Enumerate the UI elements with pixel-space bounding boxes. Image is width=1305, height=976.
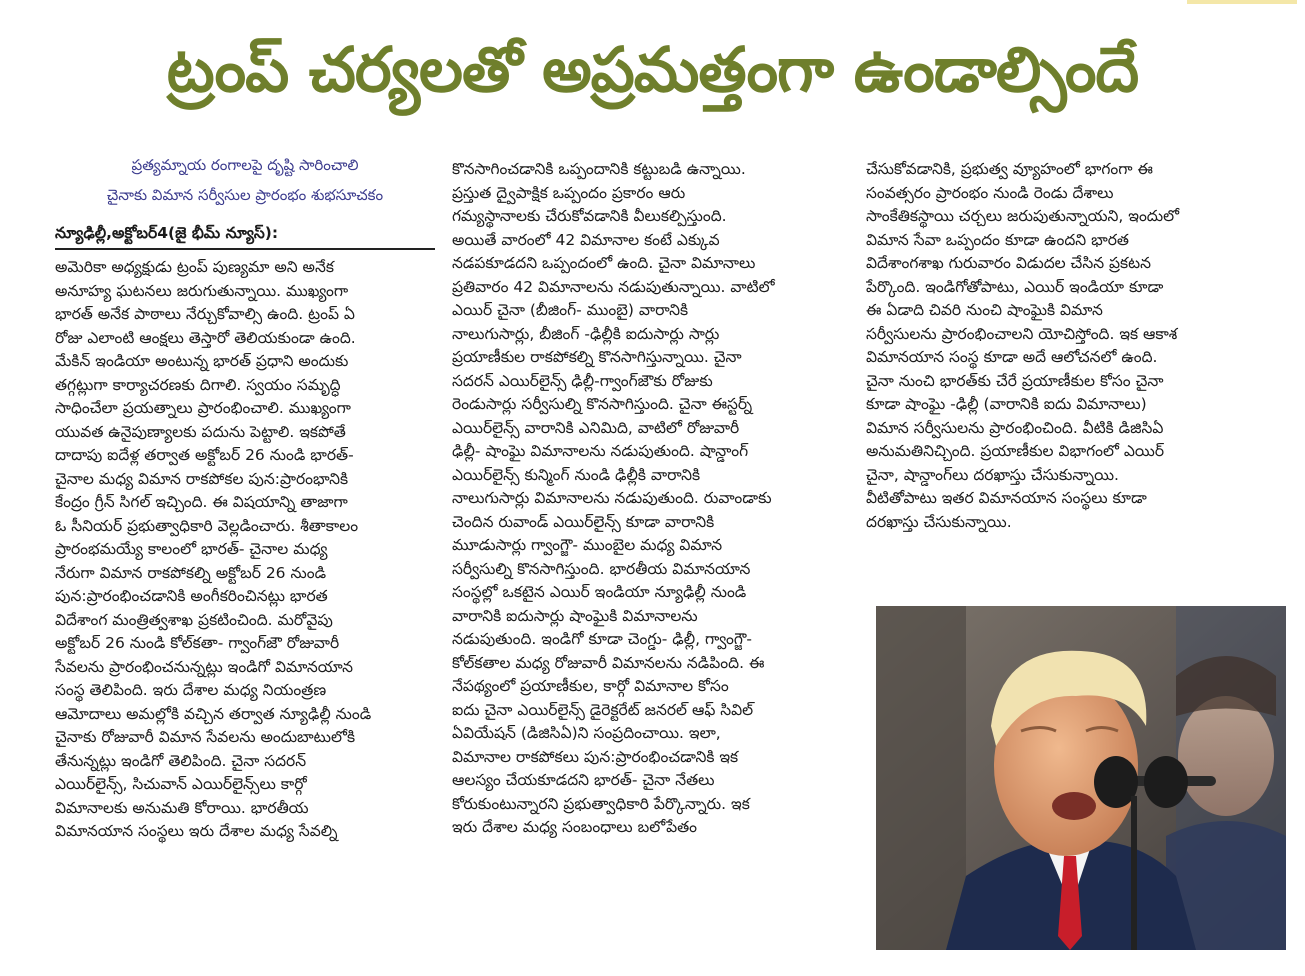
body-text-line: చేసుకోవడానికి, ప్రభుత్వ వ్యూహంలో భాగంగా ఈ — [866, 160, 1153, 178]
body-text-line: దరఖాస్తు చేసుకున్నాయి. — [866, 512, 1012, 531]
body-text-line: సాంకేతికస్థాయి చర్చలు జరుపుతున్నాయని, ఇందులో — [866, 207, 1180, 225]
body-text-line: సంవత్సరం ప్రారంభం నుండి రెండు దేశాలు — [866, 183, 1114, 202]
body-text-line: సదరన్ ఎయిర్‌లైన్స్ ఢిల్లీ-గ్వాంగ్‌జౌకు రోజుకు — [452, 371, 713, 390]
body-text-line: నేరుగా విమాన రాకపోకల్ని అక్టోబర్ 26 నుండి — [55, 563, 327, 582]
body-text-line: ఎయిర్‌లైన్స్, సిచువాన్ ఎయిర్‌లైన్స్‌లు కార్గో — [55, 775, 307, 793]
body-text-line: నేపథ్యంలో ప్రయాణీకుల, కార్గో విమానాల కోసం — [452, 677, 729, 695]
article-column-2 — [452, 158, 847, 840]
body-text-line: ఏవియేషన్ (డిజిసిఏ)ని సంప్రదించాయి. ఇలా, — [452, 724, 721, 742]
body-text-line: వారానికి ఐదుసార్లు షాంఘైకి విమానాలను — [452, 606, 698, 625]
body-text-line: చైనా, షాన్డాంగ్‌లు దరఖాస్తు చేసుకున్నాయి. — [866, 465, 1119, 484]
body-text-line: ఆమోదాలు అమల్లోకి వచ్చిన తర్వాత న్యూఢిల్లీ నుండి — [55, 704, 372, 723]
body-text-line: రెండుసార్లు సర్వీసుల్ని కొనసాగిస్తుంది. చైనా ఈస్టర్న్ — [452, 395, 753, 413]
body-text-line: మూడుసార్లు గ్వాంగ్జౌ- ముంబైల మధ్య విమాన — [452, 536, 723, 554]
body-text-line: అమెరికా అధ్యక్షుడు ట్రంప్ పుణ్యమా అని అనేక — [55, 258, 334, 276]
body-text-line: అక్టోబర్ 26 నుండి కోల్‌కతా- గ్వాంగ్‌జౌ రోజువారీ — [55, 634, 340, 652]
body-text-line: చెందిన రువాండ్ ఎయిర్‌లైన్స్ కూడా వారానికి — [452, 512, 715, 531]
body-text-line: తగ్గట్లుగా కార్యాచరణకు దిగాలి. స్వయం సమృద్ధి — [55, 375, 341, 394]
body-text-line: నడుపుతుంది. ఇండిగో కూడా చెంగ్డు- ఢిల్లీ, గ్వాంగ్జౌ- — [452, 630, 752, 648]
body-text-line: అనుమతినిచ్చింది. ప్రయాణీకుల విభాగంలో ఎయిర్ — [866, 442, 1165, 460]
body-text-line: ప్రస్తుత ద్వైపాక్షిక ఒప్పందం ప్రకారం ఆరు — [452, 183, 686, 202]
column-1-body — [55, 256, 435, 844]
body-text-line: యువత ఉనైపుణ్యాలకు పదును పెట్టాలి. ఇకపోతే — [55, 422, 346, 441]
body-text-line: సర్వీసుల్ని కొనసాగిస్తుంది. భారతీయ విమానయాన — [452, 559, 751, 578]
body-text-line: ఇరు దేశాల మధ్య సంబంధాలు బలోపేతం — [452, 818, 698, 836]
body-text-line: రోజు ఎలాంటి ఆంక్షలు తెస్తారో తెలియకుండా ఉంది. — [55, 328, 356, 347]
article-column-3 — [866, 158, 1286, 534]
body-text-line: విదేశాంగ మంత్రిత్వశాఖ ప్రకటించింది. మరోవైపు — [55, 610, 333, 629]
body-text-line: ప్రతివారం 42 విమానాలను నడుపుతున్నాయి. వాటిలో — [452, 277, 775, 296]
body-text-line: అనూహ్య ఘటనలు జరుగుతున్నాయి. ముఖ్యంగా — [55, 281, 349, 300]
body-text-line: కొనసాగించడానికి ఒప్పందానికి కట్టుబడి ఉన్నాయి. — [452, 160, 746, 178]
body-text-line: ఐదు చైనా ఎయిర్‌లైన్స్ డైరెక్టరేట్ జనరల్ ఆఫ్ సివిల్ — [452, 700, 754, 719]
body-text-line: ఎయిర్‌లైన్స్ వారానికి ఎనిమిది, వాటిలో రోజువారీ — [452, 418, 740, 437]
body-text-line: తేనున్నట్లు ఇండిగో తెలిపింది. చైనా సదరన్ — [55, 751, 307, 770]
body-text-line: ఢిల్లీ- షాంఘై విమానాలను నడుపుతుంది. షాన్డాంగ్ — [452, 442, 749, 460]
article-column-1 — [55, 150, 435, 844]
body-text-line: సంస్థ తెలిపింది. ఇరు దేశాల మధ్య నియంత్రణ — [55, 681, 327, 699]
body-text-line: విమానాలకు అనుమతి కోరాయి. భారతీయ — [55, 798, 309, 817]
body-text-line: విదేశాంగశాఖ గురువారం విడుదల చేసిన ప్రకటన — [866, 254, 1151, 272]
corner-decoration — [1187, 0, 1297, 4]
body-text-line: ప్రారంభమయ్యే కాలంలో భారత్- చైనాల మధ్య — [55, 540, 328, 558]
column-2-body — [452, 158, 847, 840]
body-text-line: విమాన సేవా ఒప్పందం కూడా ఉందని భారత — [866, 230, 1129, 249]
body-text-line: విమానయాన సంస్థ కూడా అదే ఆలోచనలో ఉంది. — [866, 348, 1158, 366]
body-text-line: భారత్ అనేక పాఠాలు నేర్చుకోవాల్సి ఉంది. ట్రంప్ ఏ — [55, 305, 355, 323]
body-text-line: సాధించేలా ప్రయత్నాలు ప్రారంభించాలి. ముఖ్యంగా — [55, 399, 351, 417]
body-text-line: సేవలను ప్రారంభించనున్నట్లు ఇండిగో విమానయాన — [55, 657, 354, 676]
body-text-line: కోరుకుంటున్నారని ప్రభుత్వాధికారి పేర్కొన్నారు. ఇక — [452, 794, 750, 813]
body-text-line: పున:ప్రారంభించడానికి అంగీకరించినట్లు భారత — [55, 587, 328, 605]
body-text-line: నడపకూడదని ఒప్పందంలో ఉంది. చైనా విమానాలు — [452, 254, 756, 272]
body-text-line: ఎయిర్ చైనా (బీజింగ్- ముంబై) వారానికి — [452, 301, 689, 319]
body-text-line: చైనా నుంచి భారత్‌కు చేరే ప్రయాణీకుల కోసం చైనా — [866, 371, 1164, 390]
body-text-line: ఆలస్యం చేయకూడదని భారత్- చైనా నేతలు — [452, 771, 715, 789]
body-text-line: నాలుగుసార్లు విమానాలను నడుపుతుంది. రువాండాకు — [452, 489, 772, 507]
body-text-line: నాలుగుసార్లు, బీజింగ్ -ఢిల్లీకి ఐదుసార్లు సార్లు — [452, 324, 720, 343]
photo-illustration — [876, 606, 1286, 950]
body-text-line: ఈ ఏడాది చివరి నుంచి షాంఘైకి విమాన — [866, 301, 1103, 319]
column-3-body — [866, 158, 1286, 534]
dateline: న్యూఢిల్లీ,అక్టోబర్4(జై భీమ్ న్యూస్): — [55, 220, 435, 250]
body-text-line: చైనాల మధ్య విమాన రాకపోకల పున:ప్రారంభానికి — [55, 469, 349, 488]
subheading-1: ప్రత్యమ్నాయ రంగాలపై దృష్టి సారించాలి — [131, 156, 359, 174]
body-text-line: సర్వీసులను ప్రారంభించాలని యోచిస్తోంది. ఇక ఆకాశ — [866, 324, 1178, 343]
body-text-line: విమానాల రాకపోకలు పున:ప్రారంభించడానికి ఇక — [452, 747, 739, 766]
article-headline: ట్రంప్ చర్యలతో అప్రమత్తంగా ఉండాల్సిందే — [166, 33, 1139, 106]
subheading-2: చైనాకు విమాన సర్వీసుల ప్రారంభం శుభసూచకం — [106, 186, 384, 204]
body-text-line: గమ్యస్థానాలకు చేరుకోవడానికి వీలుకల్పిస్తుంది. — [452, 207, 727, 225]
body-text-line: వీటితోపాటు ఇతర విమానయాన సంస్థలు కూడా — [866, 489, 1147, 507]
body-text-line: విమాన సర్వీసులను ప్రారంభించింది. వీటికి డిజిసిఏ — [866, 418, 1164, 437]
body-text-line: విమానయాన సంస్థలు ఇరు దేశాల మధ్య సేవల్ని — [55, 822, 338, 840]
body-text-line: కేంద్రం గ్రీన్ సిగల్ ఇచ్చింది. ఈ విషయాన్ని తాజాగా — [55, 493, 348, 511]
body-text-line: ప్రయాణీకుల రాకపోకల్ని కొనసాగిస్తున్నాయి. చైనా — [452, 348, 742, 366]
body-text-line: కూడా షాంఘై -ఢిల్లీ (వారానికి ఐదు విమానాలు) — [866, 395, 1147, 413]
body-text-line: దాదాపు ఐదేళ్ల తర్వాత అక్టోబర్ 26 నుండి భారత్- — [55, 446, 354, 464]
body-text-line: చైనాకు రోజువారీ విమాన సేవలను అందుబాటులోకి — [55, 728, 356, 746]
body-text-line: పేర్కొంది. ఇండిగోతోపాటు, ఎయిర్ ఇండియా కూడా — [866, 277, 1164, 296]
body-text-line: ఓ సీనియర్ ప్రభుత్వాధికారి వెల్లడించారు. శీతాకాలం — [55, 516, 359, 535]
body-text-line: అయితే వారంలో 42 విమానాల కంటే ఎక్కువ — [452, 230, 720, 249]
news-photo-speaker — [876, 606, 1286, 950]
body-text-line: కోల్‌కతాల మధ్య రోజువారీ విమానలను నడిపింది. ఈ — [452, 653, 765, 672]
body-text-line: సంస్థల్లో ఒకటైన ఎయిర్ ఇండియా న్యూఢిల్లీ నుండి — [452, 583, 747, 601]
body-text-line: మేకిన్ ఇండియా అంటున్న భారత్ ప్రధాని అందుకు — [55, 352, 349, 370]
body-text-line: ఎయిర్‌లైన్స్ కున్మింగ్ నుండి ఢిల్లీకి వారానికి — [452, 465, 701, 484]
